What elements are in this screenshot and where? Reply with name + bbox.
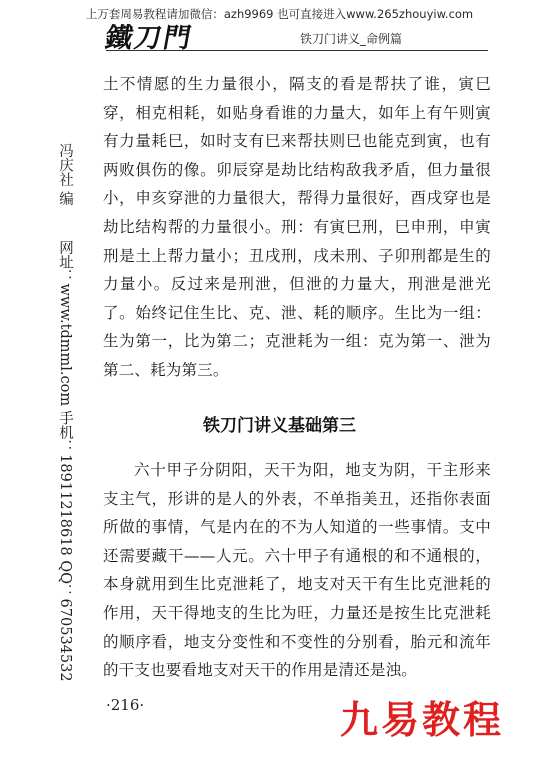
header-divider [106, 50, 488, 51]
brand-logo: 九易教程 [340, 698, 505, 742]
section-title: 铁刀门讲义基础第三 [203, 416, 356, 436]
body-block-1 [103, 70, 491, 385]
body-paragraph-2: 六十甲子分阴阳，天干为阳，地支为阴，干主形来支主气，形讲的是人的外表，不单指美丑，还指你表面所做的事情，气是内在的不为人知道的一些事情。支中还需要藏干——人元。六十甲子有通根的和不通根的，本身就用到生比克泄耗了，地支对天干有生比克泄耗的作用，天干得地支的生比为旺，力量还是按生比克泄耗的顺序看，地支分变性和不变性的分别看，胎元和流年的干支也要看地支对天干的作用是清还是浊。 [103, 461, 491, 680]
side-author-label: 冯庆社 编 [57, 143, 73, 206]
body-paragraph-1: 土不情愿的生力量很小，隔支的看是帮扶了谁，寅巳穿，相克相耗，如贴身看谁的力量大，如年上有午则寅有力量耗巳，如时支有巳来帮扶则巳也能克到寅，也有两败俱伤的像。卯辰穿是劫比结构敌我矛盾，但力量很小，申亥穿泄的力量很大，帮得力量很好，酉戌穿也是劫比结构帮的力量很小。刑：有寅巳刑，巳申刑，申寅刑是土上帮力量小；丑戌刑，戌未刑、子卯刑都是生的力量小。反过来是刑泄，但泄的力量大，刑泄是泄光了。始终记住生比、克、泄、耗的顺序。生比为一组：生为第一，比为第二；克泄耗为一组：克为第一、泄为第二、耗为第三。 [103, 75, 491, 379]
page-number: ·216· [106, 696, 145, 714]
body-block-2 [103, 456, 491, 685]
header-subtitle: 铁刀门讲义_命例篇 [300, 32, 403, 46]
watermark-banner: 上万套周易教程请加微信：azh9969 也可直接进入www.265zhouyiw.com [85, 7, 474, 21]
header-logo: 鐵刀門 [102, 23, 196, 54]
side-contact-info: 网址：www.tdmml.com 手机：18911218618 QQ：670534532 [57, 240, 73, 682]
